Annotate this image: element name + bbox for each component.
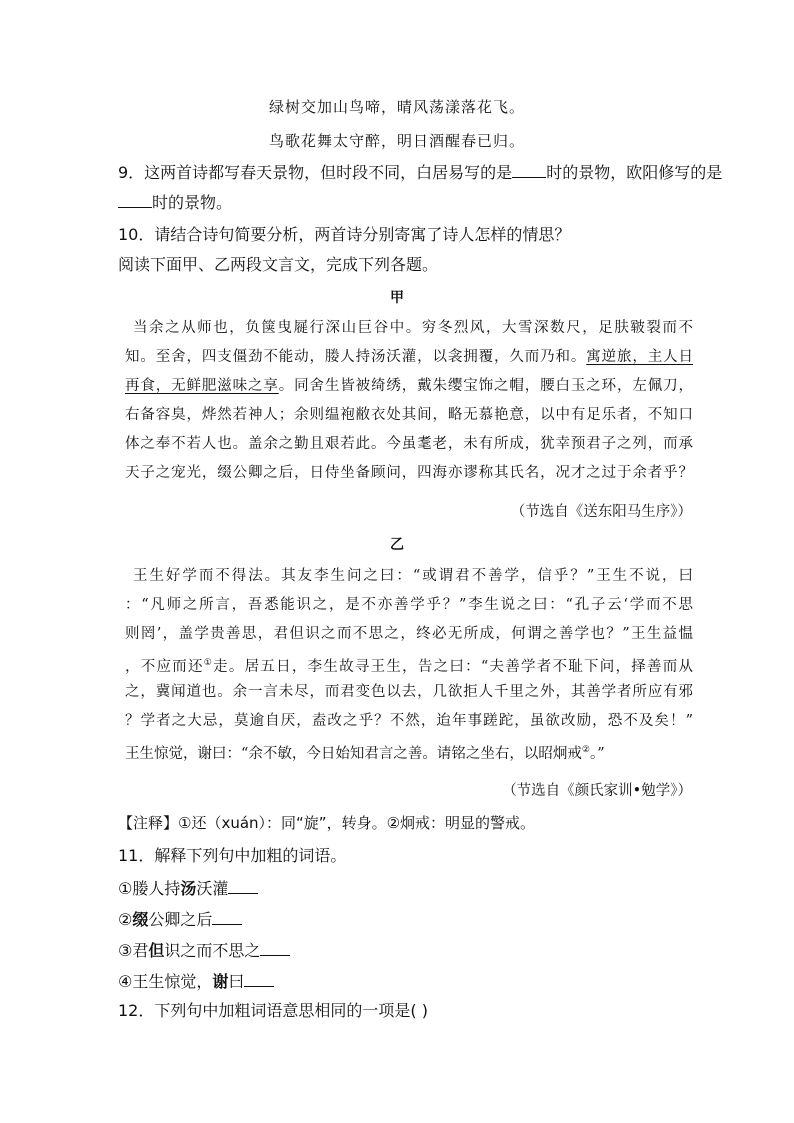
jia-line-3-text: 。同舍生皆被绮绣，戴朱缨宝饰之帽，腰白玉之环，左佩刀， (278, 378, 693, 394)
q11-item-4-text-2: 曰 (228, 972, 245, 991)
q11-item-2-text: ② (118, 910, 133, 929)
q9-text-3: 时的景物。 (152, 193, 233, 212)
q11-item-3-text: ③君 (118, 941, 149, 960)
q9-text-2: 时的景物，欧阳修写的是 (546, 163, 723, 182)
q11-bold-word-2: 缀 (132, 910, 149, 929)
q9-blank-2[interactable] (118, 190, 152, 208)
question-9-cont (118, 190, 698, 214)
q11-item-4 (118, 969, 698, 993)
yi-line-4-text-b: 走。居五日，李生故寻王生，告之曰：“夫善学者不耻下问，择善而从 (213, 658, 693, 675)
note-ref-2: ② (581, 745, 590, 755)
annotation-note: 【注释】①还（xuán）：同“旋”，转身。②炯戒：明显的警戒。 (118, 814, 536, 832)
q11-item-1-text-2: 沃灌 (196, 879, 229, 898)
q11-item-4-text: ④王生惊觉， (118, 972, 213, 991)
jia-line-4: 右备容臭，烨然若神人；余则缊袍敝衣处其间，略无慕艳意，以中有足乐者，不知口 (125, 407, 693, 423)
q11-item-1 (118, 876, 698, 900)
q11-bold-word-3: 但 (148, 941, 165, 960)
q11-item-1-text: ①媵人持 (118, 879, 181, 898)
jia-line-2 (125, 347, 693, 367)
q9-text-1: 9．这两首诗都写春天景物，但时段不同，白居易写的是 (118, 163, 513, 182)
q11-item-3 (118, 938, 698, 962)
reading-intro: 阅读下面甲、乙两段文言文，完成下列各题。 (118, 255, 439, 274)
passage-jia-heading: 甲 (390, 290, 404, 306)
question-12: 12．下列句中加粗词语意思相同的一项是( ) (118, 1001, 428, 1020)
yi-line-3: 则罔’，盖学贵善思，君但识之而不思之，终必无所成，何谓之善学也？”王生益愠 (125, 626, 693, 642)
q11-blank-1[interactable] (228, 876, 258, 894)
poem-line-2: 鸟歌花舞太守醉，明日酒醒春已归。 (268, 132, 525, 150)
note-ref-1: ① (203, 658, 214, 668)
yi-line-7 (125, 740, 693, 764)
yi-source: （节选自《颜氏家训•勉学》） (502, 783, 692, 799)
yi-line-2: ：“凡师之所言，吾悉能识之，是不亦善学乎？”李生说之曰：“孔子云‘学而不思 (125, 597, 693, 613)
question-9 (118, 160, 723, 184)
q11-item-2 (118, 907, 698, 931)
yi-line-4-text-a: ，不应而还 (125, 658, 204, 675)
jia-underlined-sentence-1: 寓逆旅，主人日 (586, 349, 693, 365)
q11-item-2-text-2: 公卿之后 (148, 910, 213, 929)
question-11: 11．解释下列句中加粗的词语。 (118, 846, 347, 865)
question-10: 10．请结合诗句简要分析，两首诗分别寄寓了诗人怎样的情思？ (118, 225, 571, 244)
q11-blank-4[interactable] (244, 969, 274, 987)
yi-line-4 (125, 653, 693, 677)
q11-blank-2[interactable] (212, 907, 242, 925)
jia-source: （节选自《送东阳马生序》） (510, 504, 692, 520)
yi-line-7-text-b: 。” (590, 745, 605, 762)
jia-line-1: 当余之从师也，负箧曳屣行深山巨谷中。穷冬烈风，大雪深数尺，足肤皲裂而不 (133, 320, 693, 336)
q11-blank-3[interactable] (260, 938, 290, 956)
passage-yi-heading: 乙 (390, 537, 404, 553)
yi-line-5: 之，冀闻道也。余一言未尽，而君变色以去，几欲拒人千里之外，其善学者所应有邪 (125, 684, 693, 700)
q11-bold-word-1: 汤 (180, 879, 197, 898)
yi-line-6: ？学者之大忌，莫逾自厌，盍改之乎？不然，迨年事蹉跎，虽欲改励，恐不及矣！” (125, 713, 693, 729)
jia-line-6: 天子之宠光，缀公卿之后，日侍坐备顾问，四海亦谬称其氏名，况才之过于余者乎？ (125, 465, 693, 481)
yi-line-7-text-a: 王生惊觉，谢曰：“余不敏，今日始知君言之善。请铭之坐右，以昭炯戒 (125, 745, 582, 762)
jia-line-3 (125, 376, 693, 396)
yi-line-1: 王生好学而不得法。其友李生问之曰：“或谓君不善学，信乎？”王生不说，曰 (133, 568, 693, 584)
q11-bold-word-4: 谢 (212, 972, 229, 991)
jia-line-5: 体之奉不若人也。盖余之勤且艰若此。今虽耄老，未有所成，犹幸预君子之列，而承 (125, 436, 693, 452)
q11-item-3-text-2: 识之而不思之 (164, 941, 261, 960)
poem-line-1: 绿树交加山鸟啼，晴风荡漾落花飞。 (268, 98, 525, 116)
jia-underlined-sentence-2: 再食，无鲜肥滋味之享 (125, 378, 279, 394)
jia-line-2-text: 知。至舍，四支僵劲不能动，媵人持汤沃灌，以衾拥覆，久而乃和。 (125, 349, 587, 365)
q9-blank-1[interactable] (512, 160, 546, 178)
